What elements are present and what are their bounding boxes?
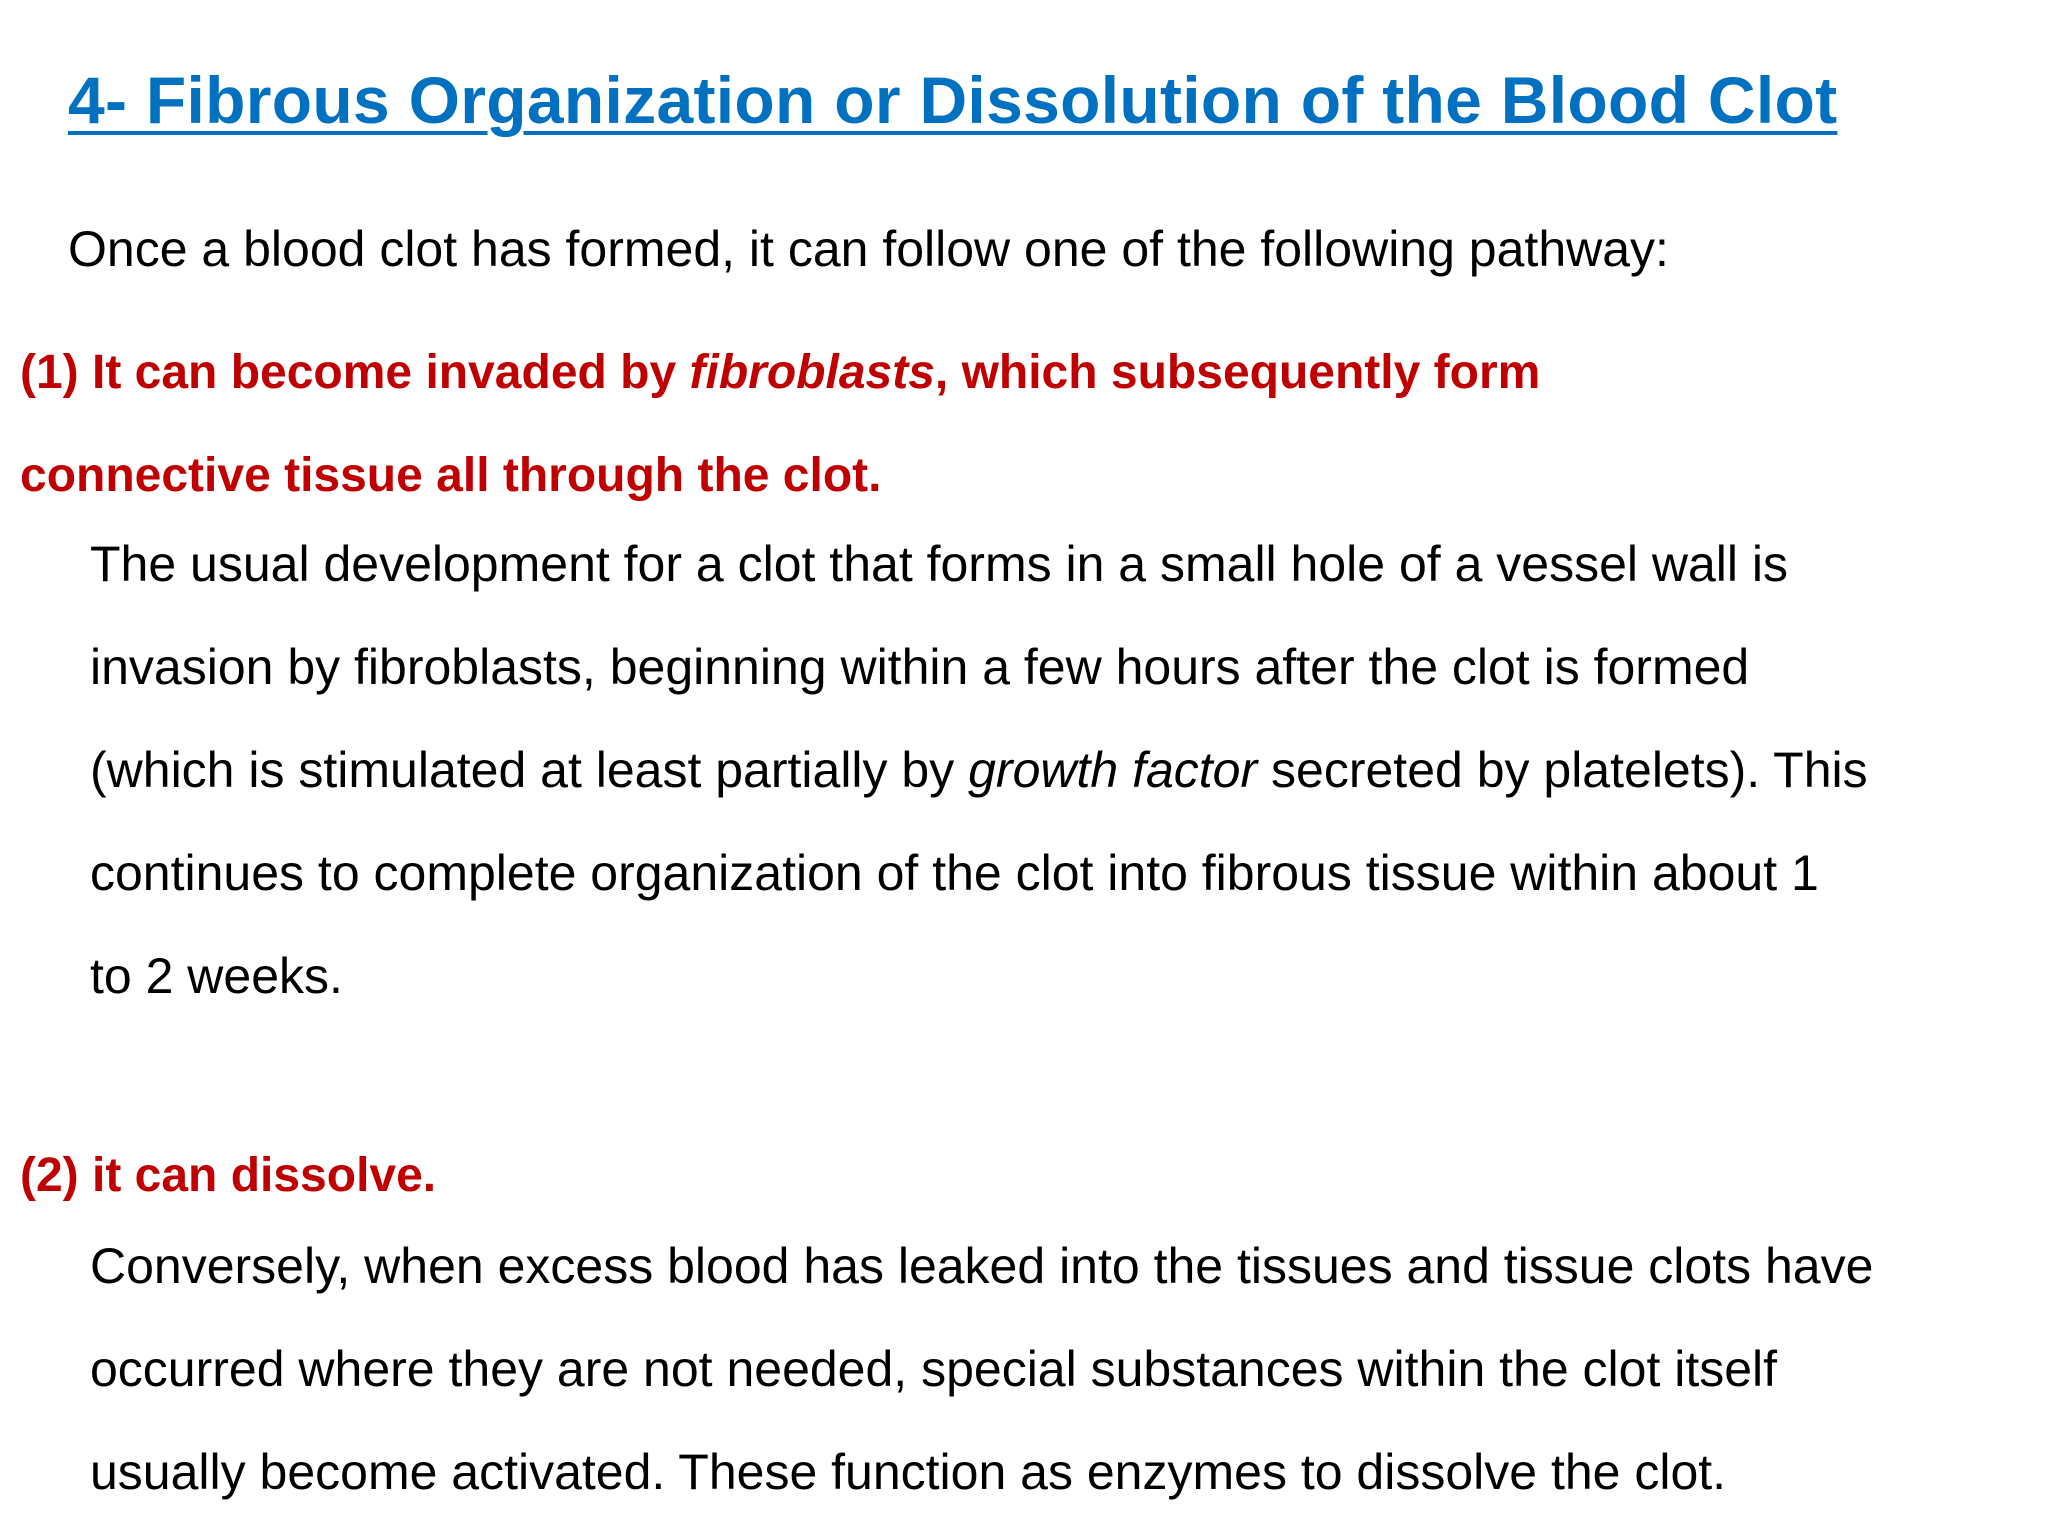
paragraph-1-line-3-prefix: (which is stimulated at least partially by <box>90 742 969 798</box>
paragraph-1-line-3 <box>90 741 1868 799</box>
intro-text: Once a blood clot has formed, it can follow one of the following pathway: <box>68 221 1669 277</box>
paragraph-1-line-3-emphasis: growth factor <box>968 742 1258 798</box>
point-2-heading: (2) it can dissolve. <box>20 1149 437 1202</box>
point-1-heading-line-1 <box>20 345 1540 400</box>
paragraph-1-line-4: continues to complete organization of the clot into fibrous tissue within about 1 <box>90 845 1819 901</box>
point-1-prefix: (1) It can become invaded by <box>20 346 690 399</box>
paragraph-1-line-5: to 2 weeks. <box>90 948 343 1004</box>
paragraph-2-line-1: Conversely, when excess blood has leaked into the tissues and tissue clots have <box>90 1238 1874 1294</box>
point-1-heading-line-2: connective tissue all through the clot. <box>20 449 882 502</box>
paragraph-1-line-2: invasion by fibroblasts, beginning within a few hours after the clot is formed <box>90 639 1750 695</box>
paragraph-1-line-1: The usual development for a clot that forms in a small hole of a vessel wall is <box>90 536 1789 592</box>
paragraph-1-line-3-suffix: secreted by platelets). This <box>1257 742 1868 798</box>
page-title: 4- Fibrous Organization or Dissolution of the Blood Clot <box>68 63 1838 137</box>
paragraph-2-line-2: occurred where they are not needed, special substances within the clot itself <box>90 1341 1778 1397</box>
point-1-emphasis: fibroblasts <box>689 346 935 399</box>
paragraph-2-line-3: usually become activated. These function as enzymes to dissolve the clot. <box>90 1444 1727 1500</box>
point-1-suffix: , which subsequently form <box>934 346 1541 399</box>
